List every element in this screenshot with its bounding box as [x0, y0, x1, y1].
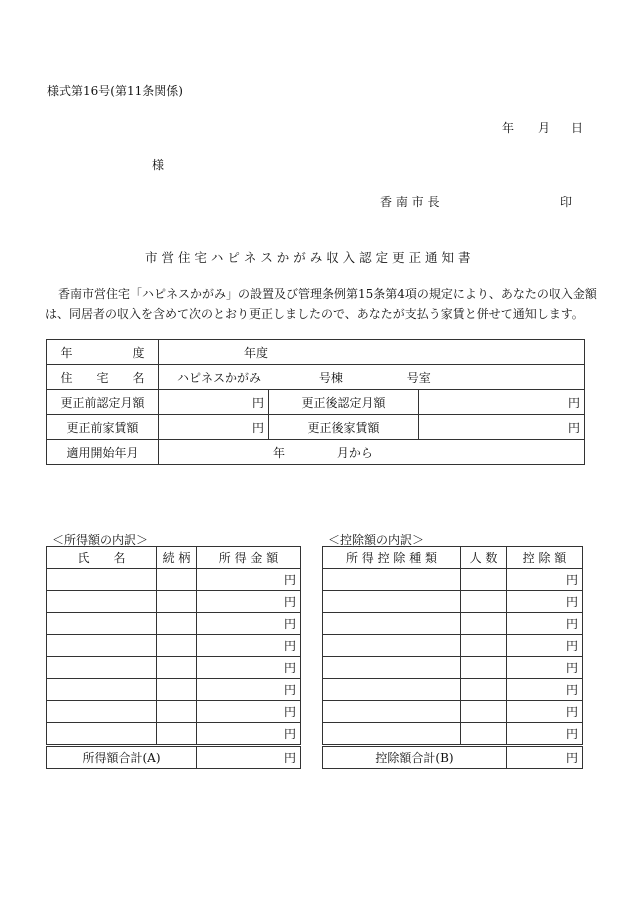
after-income-label: 更正後認定月額	[269, 390, 419, 415]
deduction-type-cell	[323, 613, 461, 635]
deduction-count-cell	[461, 635, 507, 657]
income-row	[47, 635, 301, 657]
start-month-unit: 月から	[336, 445, 373, 460]
income-total-row	[47, 746, 301, 769]
income-table-caption: ＜所得額の内訳＞	[52, 533, 149, 547]
income-name-cell	[47, 591, 157, 613]
form-number: 様式第16号(第11条関係)	[47, 84, 183, 98]
year-label: 年 度	[47, 340, 159, 365]
income-amount-cell: 円	[197, 635, 301, 657]
address-building-name: ハピネスかがみ	[177, 370, 262, 385]
deduction-amount-cell: 円	[507, 635, 583, 657]
income-name-cell	[47, 635, 157, 657]
year-value: 年度	[159, 340, 585, 365]
deduction-total-label: 控除額合計(B)	[323, 746, 507, 769]
start-value	[159, 440, 585, 465]
deduction-row	[323, 569, 583, 591]
start-year-unit: 年	[273, 445, 286, 460]
date-day-label: 日	[571, 121, 584, 135]
start-label: 適用開始年月	[47, 440, 159, 465]
deduction-type-cell	[323, 657, 461, 679]
deduction-amount-cell: 円	[507, 591, 583, 613]
income-relation-cell	[157, 723, 197, 746]
document-title: 市 営 住 宅 ハ ピ ネ ス か が み 収 入 認 定 更 正 通 知 書	[145, 250, 471, 265]
deduction-amount-cell: 円	[507, 679, 583, 701]
before-income-value: 円	[159, 390, 269, 415]
deduction-type-cell	[323, 701, 461, 723]
before-rent-value: 円	[159, 415, 269, 440]
deduction-header-amount: 控 除 額	[507, 547, 583, 569]
income-header-name: 氏 名	[47, 547, 157, 569]
income-breakdown-table	[46, 546, 301, 769]
deduction-count-cell	[461, 679, 507, 701]
body-text-line-2: は、同居者の収入を含めて次のとおり更正しましたので、あなたが支払う家賃と併せて通知します。	[45, 307, 584, 321]
income-name-cell	[47, 679, 157, 701]
address-building-unit: 号棟	[318, 370, 343, 385]
deduction-type-cell	[323, 679, 461, 701]
deduction-type-cell	[323, 723, 461, 746]
deduction-table-caption: ＜控除額の内訳＞	[328, 533, 425, 547]
deduction-amount-cell: 円	[507, 701, 583, 723]
deduction-row	[323, 679, 583, 701]
address-value	[159, 365, 585, 390]
income-name-cell	[47, 723, 157, 746]
income-total-value: 円	[197, 746, 301, 769]
income-header-amount: 所 得 金 額	[197, 547, 301, 569]
deduction-count-cell	[461, 591, 507, 613]
income-amount-cell: 円	[197, 657, 301, 679]
deduction-type-cell	[323, 569, 461, 591]
income-relation-cell	[157, 679, 197, 701]
main-info-table	[46, 339, 585, 465]
deduction-count-cell	[461, 723, 507, 746]
income-relation-cell	[157, 613, 197, 635]
date-year-label: 年	[502, 121, 515, 135]
income-amount-cell: 円	[197, 613, 301, 635]
before-rent-label: 更正前家賃額	[47, 415, 159, 440]
income-relation-cell	[157, 591, 197, 613]
deduction-row	[323, 701, 583, 723]
income-amount-cell: 円	[197, 723, 301, 746]
income-relation-cell	[157, 657, 197, 679]
income-row	[47, 657, 301, 679]
income-row	[47, 679, 301, 701]
income-name-cell	[47, 613, 157, 635]
address-label: 住 宅 名	[47, 365, 159, 390]
income-amount-cell: 円	[197, 679, 301, 701]
income-amount-cell: 円	[197, 701, 301, 723]
income-row	[47, 701, 301, 723]
deduction-count-cell	[461, 657, 507, 679]
seal-mark: 印	[560, 195, 573, 209]
income-amount-cell: 円	[197, 591, 301, 613]
before-income-label: 更正前認定月額	[47, 390, 159, 415]
income-name-cell	[47, 569, 157, 591]
income-row	[47, 613, 301, 635]
deduction-breakdown-table	[322, 546, 583, 769]
after-rent-value: 円	[419, 415, 585, 440]
deduction-count-cell	[461, 569, 507, 591]
after-rent-label: 更正後家賃額	[269, 415, 419, 440]
income-row	[47, 723, 301, 746]
deduction-amount-cell: 円	[507, 613, 583, 635]
income-name-cell	[47, 657, 157, 679]
deduction-total-value: 円	[507, 746, 583, 769]
deduction-amount-cell: 円	[507, 723, 583, 746]
income-name-cell	[47, 701, 157, 723]
income-amount-cell: 円	[197, 569, 301, 591]
deduction-row	[323, 657, 583, 679]
deduction-header-type: 所 得 控 除 種 類	[323, 547, 461, 569]
deduction-count-cell	[461, 701, 507, 723]
deduction-type-cell	[323, 635, 461, 657]
deduction-total-row	[323, 746, 583, 769]
income-total-label: 所得額合計(A)	[47, 746, 197, 769]
income-row	[47, 569, 301, 591]
after-income-value: 円	[419, 390, 585, 415]
deduction-row	[323, 723, 583, 746]
income-relation-cell	[157, 701, 197, 723]
deduction-row	[323, 591, 583, 613]
deduction-amount-cell: 円	[507, 657, 583, 679]
body-text-line-1: 香南市営住宅「ハピネスかがみ」の設置及び管理条例第15条第4項の規定により、あなたの収入金額	[58, 287, 597, 301]
deduction-row	[323, 635, 583, 657]
sender-name: 香 南 市 長	[380, 195, 440, 209]
income-row	[47, 591, 301, 613]
date-month-label: 月	[538, 121, 551, 135]
address-room-unit: 号室	[406, 370, 431, 385]
deduction-row	[323, 613, 583, 635]
deduction-type-cell	[323, 591, 461, 613]
deduction-amount-cell: 円	[507, 569, 583, 591]
addressee-suffix: 様	[152, 158, 165, 172]
income-relation-cell	[157, 569, 197, 591]
income-relation-cell	[157, 635, 197, 657]
income-header-relation: 続 柄	[157, 547, 197, 569]
deduction-header-count: 人 数	[461, 547, 507, 569]
deduction-count-cell	[461, 613, 507, 635]
